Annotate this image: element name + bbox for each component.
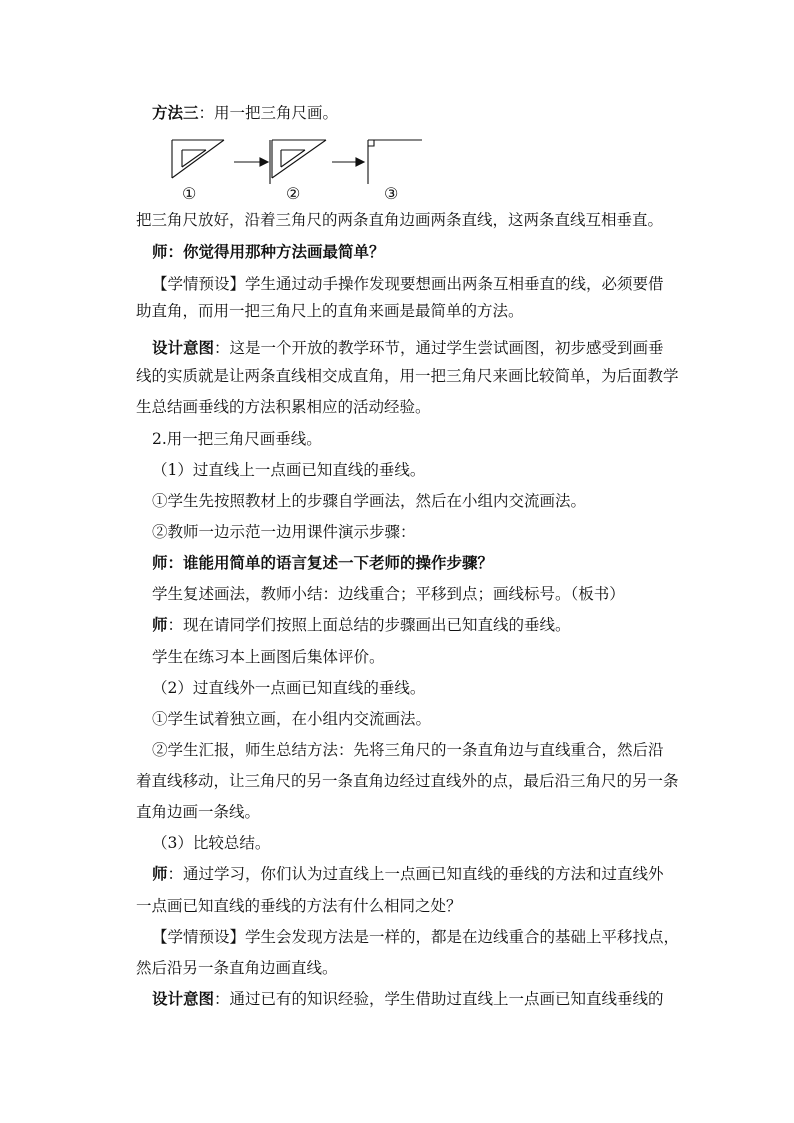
- sub2-item-b-line1: ②学生汇报，师生总结方法：先将三角尺的一条直角边与直线重合，然后沿: [152, 741, 664, 759]
- figure-label-2: ②: [286, 184, 301, 203]
- sub2-heading: （2）过直线外一点画已知直线的垂线。: [152, 679, 426, 697]
- question-text: ：通过学习，你们认为过直线上一点画已知直线的垂线的方法和过直线外: [167, 865, 664, 883]
- sub2-item-a: ①学生试着独立画，在小组内交流画法。: [152, 710, 432, 728]
- method3-text: ：用一把三角尺画。: [198, 104, 339, 122]
- arrow-right-icon: [234, 158, 268, 166]
- preset1-line1: 【学情预设】学生通过动手操作发现要想画出两条互相垂直的线，必须要借: [152, 275, 664, 293]
- figure-label-1: ①: [182, 184, 197, 203]
- teacher-question-1: [152, 242, 692, 262]
- intent1-line3: 生总结画垂线的方法积累相应的活动经验。: [136, 398, 431, 416]
- evaluation-line: 学生在练习本上画图后集体评价。: [152, 648, 385, 666]
- teacher-label: 师: [152, 242, 168, 261]
- intent-text: ：通过已有的知识经验，学生借助过直线上一点画已知直线垂线的: [214, 990, 664, 1008]
- intent1-line2: 线的实质就是让两条直线相交成直角，用一把三角尺来画比较简单，为后面教学: [136, 367, 679, 385]
- sub2-item-b-line2: 着直线移动，让三角尺的另一条直角边经过直线外的点，最后沿三角尺的另一条: [136, 772, 679, 790]
- intent-label: 设计意图: [152, 338, 215, 357]
- figure-label-3: ③: [384, 184, 399, 203]
- teacher-label: 师: [152, 864, 168, 883]
- sub1-item-b: ②教师一边示范一边用课件演示步骤：: [152, 523, 416, 541]
- step2-heading: 2.用一把三角尺画垂线。: [152, 430, 322, 448]
- method3-line: [152, 103, 692, 123]
- teacher-question-3: [152, 615, 692, 635]
- teacher-label: 师: [152, 553, 168, 572]
- intent-label: 设计意图: [152, 989, 215, 1008]
- preset2-line1: 【学情预设】学生会发现方法是一样的，都是在边线重合的基础上平移找点，: [152, 928, 680, 946]
- teacher-label: 师: [152, 615, 168, 634]
- step2-triangle-icon: [270, 140, 326, 184]
- place-ruler-paragraph: 把三角尺放好，沿着三角尺的两条直角边画两条直线，这两条直线互相垂直。: [136, 211, 664, 229]
- sub3-heading: （3）比较总结。: [152, 834, 271, 852]
- intent2-line1: [152, 989, 692, 1009]
- preset1-line2: 助直角，而用一把三角尺上的直角来画是最简单的方法。: [136, 302, 524, 320]
- preset2-line2: 然后沿另一条直角边画直线。: [136, 959, 338, 977]
- summary-line: 学生复述画法，教师小结：边线重合；平移到点；画线标号。（板书）: [152, 585, 625, 603]
- step3-perpendicular-icon: [368, 140, 422, 184]
- arrow-right-icon: [332, 158, 364, 166]
- teacher-question-4-line2: 一点画已知直线的垂线的方法有什么相同之处？: [136, 897, 462, 915]
- intent-text: ：这是一个开放的教学环节，通过学生尝试画图，初步感受到画垂: [214, 339, 664, 357]
- question-text: ：现在请同学们按照上面总结的步骤画出已知直线的垂线。: [167, 616, 571, 634]
- intent1-line1: [152, 338, 692, 358]
- sub2-item-b-line3: 直角边画一条线。: [136, 803, 261, 821]
- step1-triangle-icon: [172, 140, 224, 178]
- question-text: ：你觉得用那种方法画最简单？: [167, 242, 385, 261]
- sub1-item-a: ①学生先按照教材上的步骤自学画法，然后在小组内交流画法。: [152, 492, 587, 510]
- teacher-question-4: [152, 864, 692, 884]
- triangle-ruler-figure: [160, 134, 430, 206]
- teacher-question-2: [152, 553, 692, 573]
- sub1-heading: （1）过直线上一点画已知直线的垂线。: [152, 461, 426, 479]
- question-text: ：谁能用简单的语言复述一下老师的操作步骤？: [167, 553, 494, 572]
- method3-label: 方法三: [152, 103, 199, 122]
